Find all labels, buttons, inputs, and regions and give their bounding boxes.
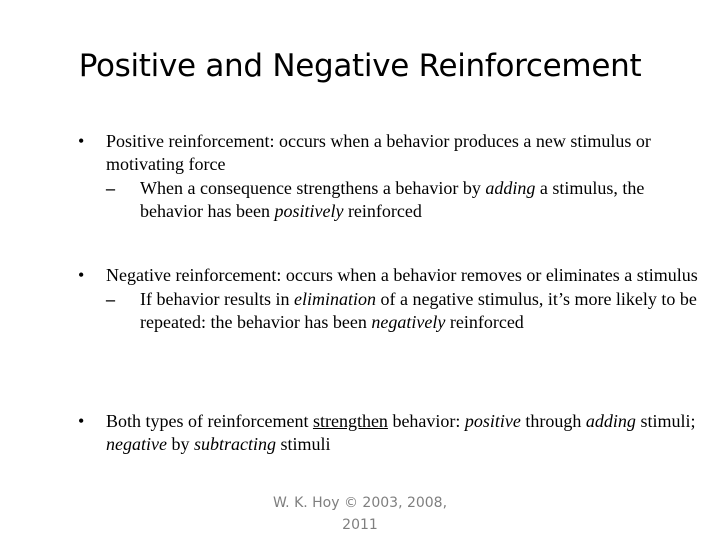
- emphasis-text: adding: [585, 411, 636, 431]
- dash-icon: –: [106, 289, 115, 309]
- bullet-dot-icon: •: [78, 411, 85, 431]
- underlined-text: strengthen: [312, 411, 388, 431]
- emphasis-text: elimination: [293, 289, 376, 309]
- bullet-item: [78, 410, 698, 456]
- bullet-dot-icon: •: [78, 265, 85, 285]
- bullet-both-types: [78, 410, 698, 456]
- text-span: through: [520, 411, 586, 431]
- emphasis-text: positively: [274, 201, 344, 221]
- text-span: reinforced: [343, 201, 422, 221]
- bullet-text: Negative reinforcement: occurs when a behavior removes or eliminates a stimulus: [106, 265, 698, 285]
- sub-bullet-item: [106, 177, 698, 223]
- text-span: by: [166, 434, 194, 454]
- bullet-item: [78, 130, 698, 176]
- slide-footer: [0, 492, 720, 536]
- sub-bullet-item: [106, 288, 698, 334]
- bullet-text: Positive reinforcement: occurs when a behavior produces a new stimulus or motivating force: [106, 131, 651, 174]
- sub-bullet-text: [140, 289, 697, 332]
- bullet-item: [78, 264, 698, 287]
- emphasis-text: negatively: [371, 312, 446, 332]
- text-span: reinforced: [445, 312, 524, 332]
- footer-line-1: W. K. Hoy © 2003, 2008,: [272, 495, 448, 511]
- dash-icon: –: [106, 178, 115, 198]
- text-span: behavior:: [387, 411, 465, 431]
- text-span: Both types of reinforcement: [106, 411, 313, 431]
- text-span: When a consequence strengthens a behavior by: [140, 178, 486, 198]
- emphasis-text: positive: [464, 411, 521, 431]
- text-span: of a negative stimulus, it’s more likely to be repeated: the behavior has been: [140, 289, 697, 332]
- footer-line-2: 2011: [342, 517, 378, 533]
- emphasis-text: adding: [485, 178, 536, 198]
- bullet-negative-reinforcement: [78, 264, 698, 334]
- text-span: stimuli: [276, 434, 331, 454]
- sub-bullet-text: [140, 178, 644, 221]
- emphasis-text: negative: [106, 434, 167, 454]
- emphasis-text: subtracting: [193, 434, 276, 454]
- bullet-text: [106, 411, 695, 454]
- slide-title: Positive and Negative Reinforcement: [78, 48, 642, 84]
- bullet-dot-icon: •: [78, 131, 85, 151]
- text-span: If behavior results in: [140, 289, 294, 309]
- text-span: a stimulus, the behavior has been: [140, 178, 645, 221]
- text-span: stimuli;: [635, 411, 696, 431]
- bullet-positive-reinforcement: [78, 130, 698, 223]
